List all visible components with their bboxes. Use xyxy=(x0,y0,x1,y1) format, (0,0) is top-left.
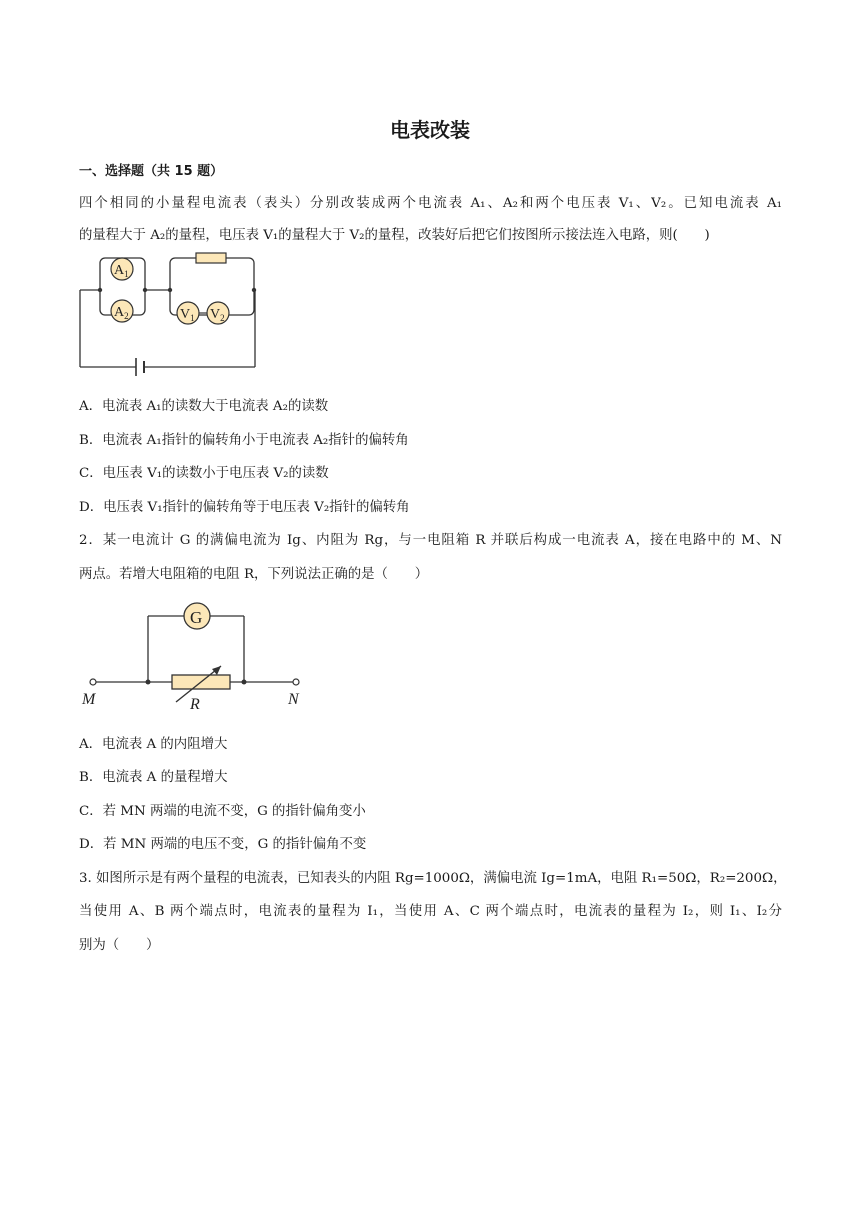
q1-option-b[interactable]: B．电流表 A₁指针的偏转角小于电流表 A₂指针的偏转角 xyxy=(79,433,409,448)
q2-text-line1: 2．某一电流计 G 的满偏电流为 Ig、内阻为 Rg，与一电阻箱 R 并联后构成一电流表 A，接在电路中的 M、N xyxy=(79,533,782,548)
meter-a2-label: $A_2$ xyxy=(114,305,129,321)
q3-text-line2: 当使用 A、B 两个端点时，电流表的量程为 I₁，当使用 A、C 两个端点时，电流表的量程为 I₂，则 I₁、I₂分 xyxy=(79,904,782,919)
terminal-n-label: N xyxy=(288,691,299,708)
q2-text-line2: 两点。若增大电阻箱的电阻 R，下列说法正确的是（ ） xyxy=(79,567,429,582)
q2-option-b[interactable]: B．电流表 A 的量程增大 xyxy=(79,770,228,785)
q1-circuit-diagram xyxy=(78,248,263,383)
q1-text-line2: 的量程大于 A₂的量程，电压表 V₁的量程大于 V₂的量程，改装好后把它们按图所示接法连入电路，则( ) xyxy=(79,228,710,243)
q2-circuit-diagram xyxy=(78,598,318,713)
q2-option-c[interactable]: C．若 MN 两端的电流不变，G 的指针偏角变小 xyxy=(79,804,366,819)
meter-v2-label: $V_2$ xyxy=(210,307,225,323)
q3-text-line3: 别为（ ） xyxy=(79,938,160,953)
q3-text-line1: 3. 如图所示是有两个量程的电流表，已知表头的内阻 Rg=1000Ω，满偏电流 Ig=1mA，电阻 R₁=50Ω，R₂=200Ω， xyxy=(79,871,787,886)
terminal-m-label: M xyxy=(82,691,96,708)
meter-a1-label: $A_1$ xyxy=(114,263,129,279)
q1-option-c[interactable]: C．电压表 V₁的读数小于电压表 V₂的读数 xyxy=(79,466,329,481)
page-title: 电表改装 xyxy=(390,118,470,142)
galvanometer-label: G xyxy=(190,608,203,627)
q1-text-line1: 四个相同的小量程电流表（表头）分别改装成两个电流表 A₁、A₂和两个电压表 V₁、V₂。已知电流表 A₁ xyxy=(79,196,782,211)
q1-option-a[interactable]: A．电流表 A₁的读数大于电流表 A₂的读数 xyxy=(79,399,329,414)
q2-option-d[interactable]: D．若 MN 两端的电压不变，G 的指针偏角不变 xyxy=(79,837,367,852)
q1-option-d[interactable]: D．电压表 V₁指针的偏转角等于电压表 V₂指针的偏转角 xyxy=(79,500,410,515)
resistor-r-label: R xyxy=(190,696,200,713)
q2-option-a[interactable]: A．电流表 A 的内阻增大 xyxy=(79,737,228,752)
meter-v1-label: $V_1$ xyxy=(180,307,195,323)
section-heading: 一、选择题（共 15 题） xyxy=(79,164,224,179)
